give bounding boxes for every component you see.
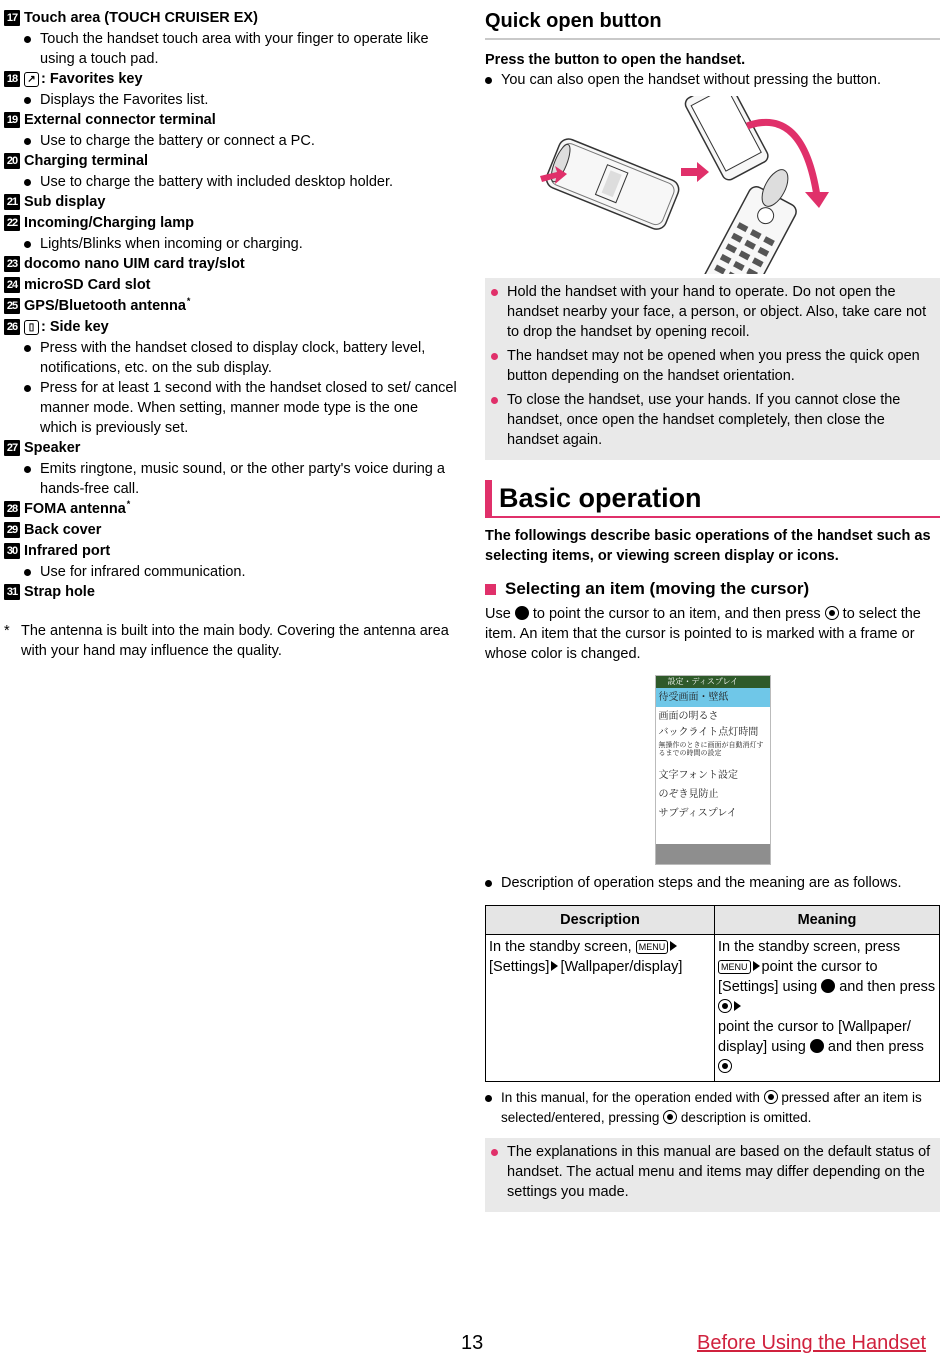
selecting-item-paragraph: Use to point the cursor to an item, and then press to select the item. An item that the cursor is pointed to is marked with a frame or whose color is changed. [485, 606, 921, 662]
component-title: Back cover [24, 522, 102, 538]
arrow-icon [551, 961, 558, 971]
quick-open-bullet: You can also open the handset without pressing the button. [485, 70, 940, 90]
footnote-mark: * [186, 296, 191, 306]
component-item [4, 151, 459, 192]
component-item [4, 582, 459, 603]
item-number-badge: 17 [4, 10, 20, 26]
handset-illustration [485, 96, 940, 274]
center-key-icon [764, 1090, 778, 1104]
bullet-item: Lights/Blinks when incoming or charging. [4, 234, 459, 254]
component-title: GPS/Bluetooth antenna [24, 298, 186, 314]
component-item [4, 499, 459, 520]
section-link[interactable]: Before Using the Handset [697, 1332, 927, 1354]
component-title: FOMA antenna [24, 501, 126, 517]
component-title: : Side key [41, 319, 109, 335]
table-header: Meaning [715, 906, 940, 935]
bullet-item: Press with the handset closed to display clock, battery level, notifications, etc. on the sub display. [4, 338, 459, 378]
menu-key-icon: MENU [718, 960, 751, 974]
component-item [4, 213, 459, 254]
table-header: Description [486, 906, 715, 935]
arrow-icon [734, 1001, 741, 1011]
component-heading [4, 499, 459, 520]
item-number-badge: 28 [4, 501, 20, 517]
component-item [4, 296, 459, 317]
center-key-icon [663, 1110, 677, 1124]
quick-open-lead: Press the button to open the handset. [485, 52, 746, 68]
component-heading [4, 582, 459, 603]
item-number-badge: 22 [4, 215, 20, 231]
item-number-badge: 23 [4, 256, 20, 272]
component-heading [4, 296, 459, 317]
component-title: microSD Card slot [24, 277, 151, 293]
component-item [4, 438, 459, 499]
component-item [4, 541, 459, 582]
component-heading [4, 438, 459, 459]
center-key-icon [718, 1059, 732, 1073]
item-number-badge: 27 [4, 440, 20, 456]
item-number-badge: 25 [4, 298, 20, 314]
component-heading [4, 69, 459, 90]
bullet-item: Emits ringtone, music sound, or the other party's voice during a hands-free call. [4, 459, 459, 499]
bullet-item: Displays the Favorites list. [4, 90, 459, 110]
item-number-badge: 21 [4, 194, 20, 210]
component-heading [4, 192, 459, 213]
component-heading [4, 110, 459, 131]
component-title: External connector terminal [24, 112, 216, 128]
component-heading [4, 275, 459, 296]
component-item [4, 69, 459, 110]
bullet-item: Use for infrared communication. [4, 562, 459, 582]
menu-key-icon: MENU [636, 940, 669, 954]
description-bullet: Description of operation steps and the meaning are as follows. [485, 873, 940, 893]
component-item [4, 254, 459, 275]
component-title: Sub display [24, 194, 106, 210]
operation-table [485, 905, 940, 1082]
component-title: Infrared port [24, 543, 111, 559]
menu-screen-image: 設定・ディスプレイ 待受画面・壁紙 画面の明るさ バックライト点灯時間 無操作のときに画面が自動消灯するまでの時間の設定 文字フォント設定 のぞき見防止 サブディスプレイ [655, 675, 771, 865]
note-item: To close the handset, use your hands. If you cannot close the handset, once open the handset completely, then close the handset again. [491, 390, 932, 450]
note-item: The handset may not be opened when you press the quick open button depending on the handset orientation. [491, 346, 932, 386]
component-heading [4, 151, 459, 172]
component-item [4, 110, 459, 151]
component-title: Incoming/Charging lamp [24, 215, 194, 231]
table-cell-meaning: In the standby screen, press MENU point the cursor to [Settings] using and then press point the cursor to [Wallpaper/ display] using and then press [715, 935, 940, 1082]
key-icon: ↗ [24, 72, 39, 87]
page-number: 13 [461, 1332, 484, 1354]
bullet-item: Press for at least 1 second with the handset closed to set/ cancel manner mode. When setting, manner mode type is the one which is previously set. [4, 378, 459, 438]
default-status-note: The explanations in this manual are based on the default status of handset. The actual menu and items may differ depending on the settings you made. [485, 1138, 940, 1212]
component-heading [4, 317, 459, 338]
multi-key-icon [515, 606, 529, 620]
item-number-badge: 20 [4, 153, 20, 169]
item-number-badge: 24 [4, 277, 20, 293]
component-heading [4, 254, 459, 275]
component-title: Speaker [24, 440, 81, 456]
component-title: Touch area (TOUCH CRUISER EX) [24, 10, 258, 26]
item-number-badge: 29 [4, 522, 20, 538]
quick-open-notes [485, 278, 940, 460]
table-cell-description: In the standby screen, MENU [Settings] [Wallpaper/display] [486, 935, 715, 1082]
item-number-badge: 30 [4, 543, 20, 559]
left-column [4, 8, 459, 661]
component-heading [4, 520, 459, 541]
item-number-badge: 19 [4, 112, 20, 128]
manual-bullet: In this manual, for the operation ended with pressed after an item is selected/entered, pressing description is omitted. [485, 1088, 940, 1128]
arrow-icon [670, 941, 677, 951]
item-number-badge: 31 [4, 584, 20, 600]
bullet-item: Use to charge the battery with included desktop holder. [4, 172, 459, 192]
component-heading [4, 541, 459, 562]
component-item [4, 520, 459, 541]
note-item: Hold the handset with your hand to operate. Do not open the handset nearby your face, a person, or object. Also, take care not to drop the handset by opening recoil. [491, 282, 932, 342]
item-number-badge: 18 [4, 71, 20, 87]
basic-lead: The followings describe basic operations of the handset such as selecting items, or viewing screen display or icons. [485, 528, 931, 564]
center-key-icon [825, 606, 839, 620]
component-heading [4, 8, 459, 29]
multi-key-icon [821, 979, 835, 993]
antenna-footnote: * The antenna is built into the main body. Covering the antenna area with your hand may influence the quality. [4, 623, 449, 659]
multi-key-icon [810, 1039, 824, 1053]
component-item [4, 317, 459, 438]
component-title: Charging terminal [24, 153, 149, 169]
bullet-item: Touch the handset touch area with your finger to operate like using a touch pad. [4, 29, 459, 69]
arrow-icon [753, 961, 760, 971]
right-column [485, 8, 940, 1212]
component-title: Strap hole [24, 584, 95, 600]
footnote-mark: * [126, 499, 131, 509]
bullet-item: Use to charge the battery or connect a PC. [4, 131, 459, 151]
table-row [486, 935, 940, 1082]
center-key-icon [718, 999, 732, 1013]
component-title: docomo nano UIM card tray/slot [24, 256, 245, 272]
item-number-badge: 26 [4, 319, 20, 335]
component-item [4, 192, 459, 213]
key-icon: ▯ [24, 320, 39, 335]
quick-open-heading: Quick open button [485, 8, 940, 40]
component-title: : Favorites key [41, 71, 143, 87]
component-heading [4, 213, 459, 234]
component-item [4, 8, 459, 69]
basic-operation-heading: Basic operation [485, 480, 940, 518]
selecting-item-subheading: Selecting an item (moving the cursor) [485, 578, 940, 600]
component-item [4, 275, 459, 296]
